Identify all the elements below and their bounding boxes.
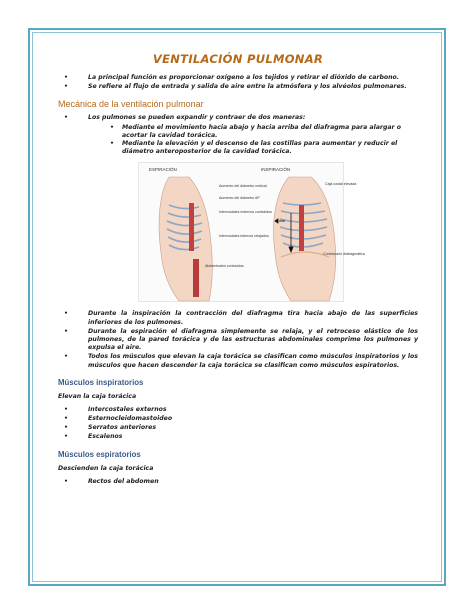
abdominal-muscle — [193, 259, 199, 297]
list-item: • Rectos del abdomen — [58, 478, 418, 486]
mechanics-list — [58, 114, 418, 122]
label-abdominal: Abdominales contraídos — [205, 264, 244, 269]
list-item: • Durante la espiración el diafragma simplemente se relaja, y el retroceso elástico de los pulmones, de la pared torácica y de las estructuras abdominales comprime los pulmones y expulsa el aire. — [58, 328, 418, 353]
label-vertical: Aumento del diámetro vertical — [219, 184, 267, 189]
inspiratory-list — [58, 406, 418, 442]
breathing-figure — [138, 162, 365, 302]
label-ap: Aumento del diámetro AP — [219, 196, 260, 201]
label-rib-cage: Caja costal elevada — [325, 182, 357, 187]
document-body — [58, 52, 418, 487]
list-item: • Los pulmones se pueden expandir y contraer de dos maneras: — [58, 114, 418, 122]
label-internal: Intercostales internos relajados — [219, 234, 269, 239]
intro-list — [58, 74, 418, 91]
heart-vessel-right — [299, 205, 304, 251]
thorax-illustration — [139, 163, 365, 303]
page-title: VENTILACIÓN PULMONAR — [152, 52, 324, 66]
list-item: • Intercostales externos — [58, 406, 418, 414]
list-item: • Mediante el movimiento hacia abajo y hacia arriba del diafragma para alargar o acortar la cavidad torácica. — [58, 124, 418, 140]
mechanics-sublist — [58, 124, 418, 157]
heart-vessel-left — [189, 203, 194, 251]
subheading-inspiratory: Elevan la caja torácica — [58, 392, 137, 400]
figure-label-expiration: ESPIRACIÓN — [149, 167, 177, 173]
list-item: • Todos los músculos que elevan la caja torácica se clasifican como músculos inspiratorios y los músculos que hacen descender la caja torácica se clasifican como músculos espiratorios. — [58, 353, 418, 369]
section-heading-mechanics: Mecánica de la ventilación pulmonar — [58, 99, 204, 110]
label-diaphragm: Contracción diafragmática — [323, 252, 365, 257]
section-heading-inspiratory: Músculos inspiratorios — [58, 377, 144, 387]
section-heading-expiratory: Músculos espiratorios — [58, 449, 141, 459]
list-item: • Mediante la elevación y el descenso de las costillas para aumentar y reducir el diámetro anteroposterior de la cavidad torácica. — [58, 140, 418, 156]
list-item: • La principal función es proporcionar oxígeno a los tejidos y retirar el dióxido de carbono. — [58, 74, 418, 82]
list-item: • Esternocleidomastoideo — [58, 415, 418, 423]
expiratory-list — [58, 478, 418, 486]
list-item: • Se refiere al flujo de entrada y salida de aire entre la atmósfera y los alvéolos pulmonares. — [58, 83, 418, 91]
details-list — [58, 310, 418, 369]
list-item: • Durante la inspiración la contracción del diafragma tira hacia abajo de las superficies inferiores de los pulmones. — [58, 310, 418, 326]
list-item: • Serratos anteriores — [58, 424, 418, 432]
label-external: Intercostales externos contraídos — [219, 210, 272, 215]
figure-label-inspiration: INSPIRACIÓN — [261, 167, 291, 173]
torso-left — [159, 177, 212, 301]
list-item: • Escalenos — [58, 433, 418, 441]
subheading-expiratory: Descienden la caja torácica — [58, 464, 154, 472]
